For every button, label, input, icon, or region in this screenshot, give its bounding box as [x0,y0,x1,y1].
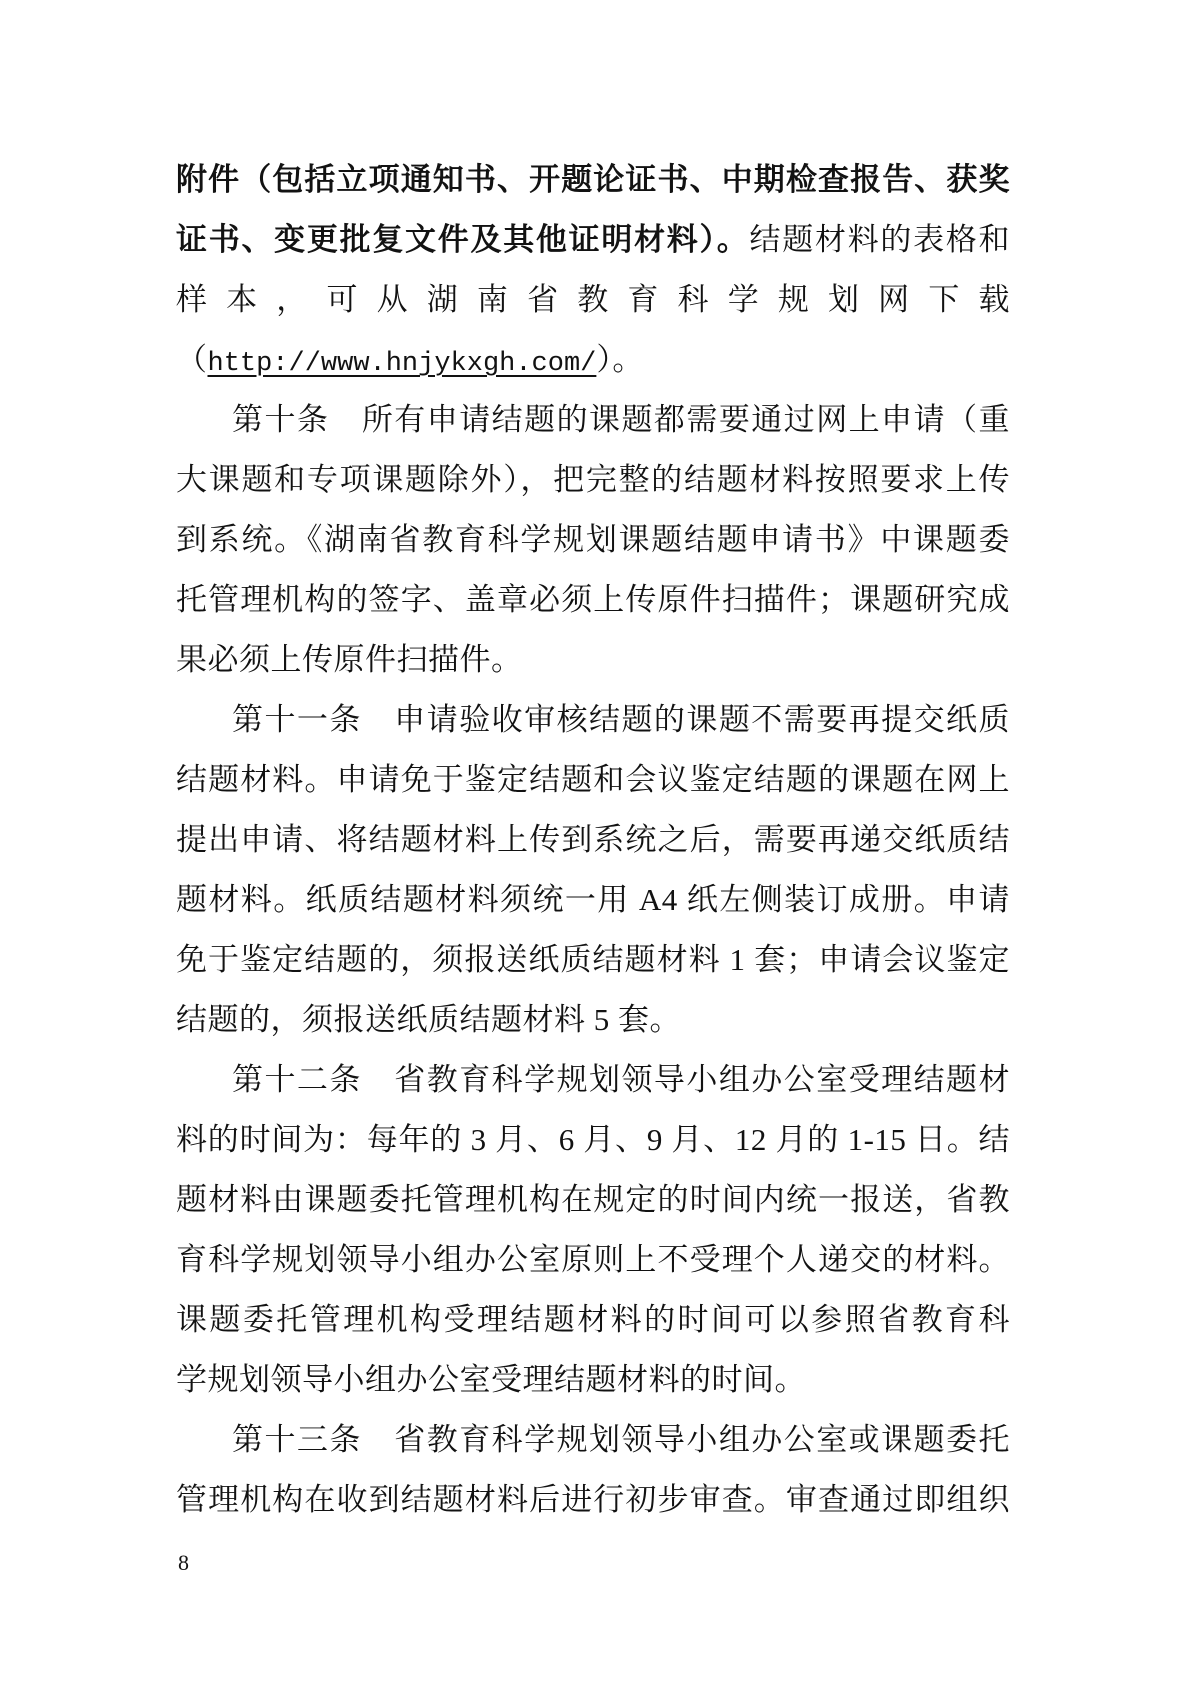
line-text: 料的时间为：每年的 3 月、6 月、9 月、12 月的 1-15 日。结 [176,1122,1010,1157]
page-number: 8 [178,1550,189,1575]
line-text: 结题材料。申请免于鉴定结题和会议鉴定结题的课题在网上 [176,762,1010,797]
text-line-22 [176,1410,1010,1470]
line-text: 结题材料的表格和 [749,222,1011,257]
text-line-16 [176,1050,1010,1110]
text-line-19 [176,1230,1010,1290]
line-text: 大课题和专项课题除外），把完整的结题材料按照要求上传 [176,462,1010,497]
text-line-18 [176,1170,1010,1230]
line-text: 第十一条 申请验收审核结题的课题不需要再提交纸质 [232,702,1010,737]
line-text: 学规划领导小组办公室受理结题材料的时间。 [176,1362,806,1397]
close-paren: ）。 [596,342,644,377]
text-line-23 [176,1470,1010,1530]
text-line-12 [176,810,1010,870]
text-line-10 [176,690,1010,750]
line-text-bold: 证书、变更批复文件及其他证明材料）。 [176,222,750,257]
website-link[interactable]: http://www.hnjykxgh.com/ [207,349,597,379]
text-line-13 [176,870,1010,930]
text-line-3 [176,270,1010,330]
line-text: 到系统。《湖南省教育科学规划课题结题申请书》中课题委 [176,522,1010,557]
text-line-1 [176,150,1010,210]
line-text: 育科学规划领导小组办公室原则上不受理个人递交的材料。 [176,1242,1010,1277]
line-text: 结题的，须报送纸质结题材料 5 套。 [176,1002,681,1037]
text-line-7 [176,510,1010,570]
line-text: 附件（包括立项通知书、开题论证书、中期检查报告、获奖 [176,162,1010,197]
line-text: 第十二条 省教育科学规划领导小组办公室受理结题材 [232,1062,1010,1097]
text-line-6 [176,450,1010,510]
text-line-17 [176,1110,1010,1170]
line-text: 样本，可从湖南省教育科学规划网下载 [176,282,1010,317]
text-line-2 [176,210,1010,270]
line-text: 免于鉴定结题的，须报送纸质结题材料 1 套；申请会议鉴定 [176,942,1010,977]
text-line-5 [176,390,1010,450]
line-text: 题材料。纸质结题材料须统一用 A4 纸左侧装订成册。申请 [176,882,1010,917]
line-text: 果必须上传原件扫描件。 [176,642,523,677]
text-block [176,150,1010,1530]
line-text: 第十条 所有申请结题的课题都需要通过网上申请（重 [232,402,1010,437]
text-line-14 [176,930,1010,990]
line-text: 管理机构在收到结题材料后进行初步审查。审查通过即组织 [176,1482,1010,1517]
line-text: 第十三条 省教育科学规划领导小组办公室或课题委托 [232,1422,1010,1457]
open-paren: （ [176,342,208,377]
text-line-9 [176,630,1010,690]
line-text: 提出申请、将结题材料上传到系统之后，需要再递交纸质结 [176,822,1010,857]
text-line-20 [176,1290,1010,1350]
line-text: 课题委托管理机构受理结题材料的时间可以参照省教育科 [176,1302,1010,1337]
text-line-8 [176,570,1010,630]
text-line-11 [176,750,1010,810]
text-line-21 [176,1350,1010,1410]
text-line-15 [176,990,1010,1050]
text-line-4 [176,330,1010,390]
line-text: 题材料由课题委托管理机构在规定的时间内统一报送，省教 [176,1182,1010,1217]
line-text: 托管理机构的签字、盖章必须上传原件扫描件；课题研究成 [176,582,1010,617]
